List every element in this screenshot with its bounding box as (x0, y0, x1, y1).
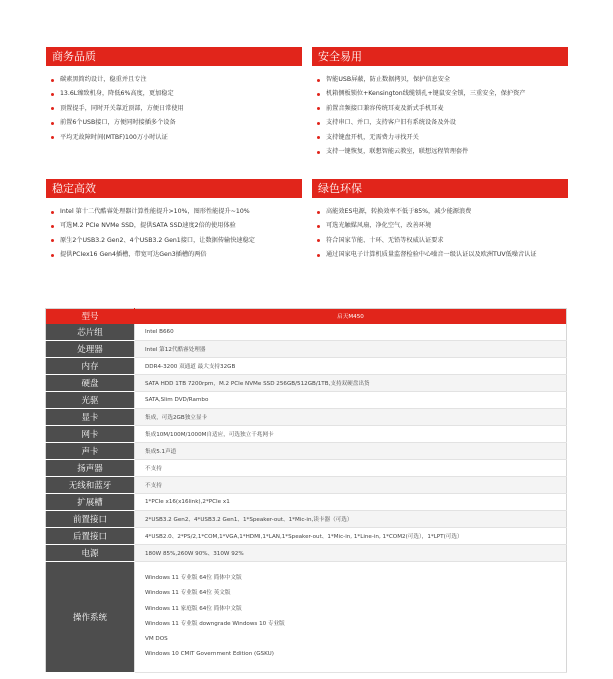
spec-key: 显卡 (46, 409, 135, 426)
feature-list (46, 205, 302, 263)
os-item: VM DOS (145, 636, 168, 643)
section-security (312, 47, 568, 159)
spec-key: 后置接口 (46, 528, 135, 545)
table-row (46, 477, 567, 494)
feature-item: 前置音频接口兼容传统耳麦及新式手机耳麦 (312, 102, 568, 116)
table-row (46, 494, 567, 511)
table-row-os (46, 562, 567, 673)
spec-key: 处理器 (46, 341, 135, 358)
spec-value: 2*USB3.2 Gen2、4*USB3.2 Gen1、1*Speaker-out、1*Mic-in,读卡器（可选） (135, 511, 567, 528)
spec-key: 电源 (46, 545, 135, 562)
section-business-quality (46, 47, 302, 145)
os-list (145, 562, 566, 672)
os-item: Windows 11 专业版 64位 简体中文版 (145, 575, 242, 581)
spec-value: DDR4-3200 双通道 最大支持32GB (135, 358, 567, 375)
spec-key: 硬盘 (46, 375, 135, 392)
spec-value: Intel 第12代酷睿处理器 (135, 341, 567, 358)
feature-item: 可选光触媒风扇，净化空气，改善环境 (312, 219, 568, 233)
os-item: Windows 11 专业版 downgrade Windows 10 专业版 (145, 620, 285, 627)
table-row (46, 392, 567, 409)
spec-value: Intel B660 (135, 324, 567, 341)
spec-value: 集成，可选2GB独立显卡 (135, 409, 567, 426)
feature-item: 支持一键恢复，联想智能云教室，联想远程管理套件 (312, 145, 568, 159)
spec-key: 操作系统 (46, 562, 135, 673)
section-title: 安全易用 (312, 47, 568, 66)
feature-item: 13.6L臻致机身，降低6%高度，更加稳定 (46, 87, 302, 101)
section-stable-efficient (46, 179, 302, 263)
feature-item: 碳素黑简约设计，稳重并且专注 (46, 73, 302, 87)
feature-item: 前置6个USB接口，方便同时接插多个设备 (46, 116, 302, 130)
spec-key: 扩展槽 (46, 494, 135, 511)
spec-key: 扬声器 (46, 460, 135, 477)
table-row (46, 341, 567, 358)
spec-value: SATA HDD 1TB 7200rpm，M.2 PCIe NVMe SSD 256GB/512GB/1TB,支持双硬盘出货 (135, 375, 567, 392)
section-title: 商务品质 (46, 47, 302, 66)
spec-value: SATA,Slim DVD/Rambo (135, 392, 567, 409)
section-title: 稳定高效 (46, 179, 302, 198)
feature-item: Intel 第十二代酷睿处理器计算性能提升>10%，图形性能提升~10% (46, 205, 302, 219)
section-title: 绿色环保 (312, 179, 568, 198)
spec-key: 声卡 (46, 443, 135, 460)
table-row (46, 460, 567, 477)
spec-value: 1*PCIe x16(x16link),2*PCIe x1 (135, 494, 567, 511)
table-row (46, 511, 567, 528)
spec-key: 网卡 (46, 426, 135, 443)
spec-value: 不支持 (135, 477, 567, 494)
spec-header-row (46, 309, 567, 324)
table-row (46, 443, 567, 460)
table-row (46, 545, 567, 562)
table-row (46, 324, 567, 341)
section-green (312, 179, 568, 263)
spec-key: 无线和蓝牙 (46, 477, 135, 494)
table-row (46, 426, 567, 443)
feature-item: 高能效ES电源，转换效率不低于85%，减少能源浪费 (312, 205, 568, 219)
table-row (46, 358, 567, 375)
spec-table (45, 308, 567, 673)
feature-item: 通过国家电子计算机质量监督检验中心噪音一级认证以及欧洲TUV低噪音认证 (312, 248, 568, 262)
feature-item: 支持串口、并口，支持客户旧有系统设备及外设 (312, 116, 568, 130)
spec-value: 集成10M/100M/1000M自适应，可选独立千兆网卡 (135, 426, 567, 443)
spec-value: 180W 85%,260W 90%、310W 92% (135, 545, 567, 562)
feature-item: 支持键盘开机，无需费力寻找开关 (312, 131, 568, 145)
spec-value-os (135, 562, 567, 673)
spec-key: 光驱 (46, 392, 135, 409)
feature-item: 顶置提手，同时开关靠近顶部，方便日常使用 (46, 102, 302, 116)
feature-item: 符合国家节能、十环、无铅等权威认证要求 (312, 234, 568, 248)
feature-item: 可选M.2 PCIe NVMe SSD，提供SATA SSD速度2倍的使用体验 (46, 219, 302, 233)
os-item: Windows 11 家庭版 64位 简体中文版 (145, 605, 242, 612)
feature-item: 平均无故障时间(MTBF)100万小时认证 (46, 131, 302, 145)
spec-key: 前置接口 (46, 511, 135, 528)
feature-list (312, 205, 568, 263)
spec-key: 型号 (46, 309, 135, 324)
spec-model: 启天M450 (135, 309, 567, 324)
spec-value: 4*USB2.0、2*PS/2,1*COM,1*VGA,1*HDMI,1*LAN,1*Speaker-out、1*Mic-in, 1*Line-in, 1*COM2(可选），1*LPT(可选） (135, 528, 567, 545)
spec-value: 集成5.1声道 (135, 443, 567, 460)
os-item: Windows 11 专业版 64位 英文版 (145, 590, 231, 597)
spec-value: 不支持 (135, 460, 567, 477)
spec-key: 内存 (46, 358, 135, 375)
feature-item: 提供PCIex16 Gen4插槽，带宽可达Gen3插槽的两倍 (46, 248, 302, 262)
table-row (46, 375, 567, 392)
spec-key: 芯片组 (46, 324, 135, 341)
table-row (46, 528, 567, 545)
feature-item: 机箱侧板锁位+Kensington线缆锁孔+键鼠安全锁，三重安全，保护资产 (312, 87, 568, 101)
feature-list (46, 73, 302, 145)
feature-item: 智能USB屏蔽，防止数据拷贝，保护信息安全 (312, 73, 568, 87)
os-item: Windows 10 CMIT Government Edition (GSKU) (145, 651, 274, 658)
feature-item: 原生2个USB3.2 Gen2、4个USB3.2 Gen1接口，让数据传输快速稳定 (46, 234, 302, 248)
feature-list (312, 73, 568, 159)
table-row (46, 409, 567, 426)
